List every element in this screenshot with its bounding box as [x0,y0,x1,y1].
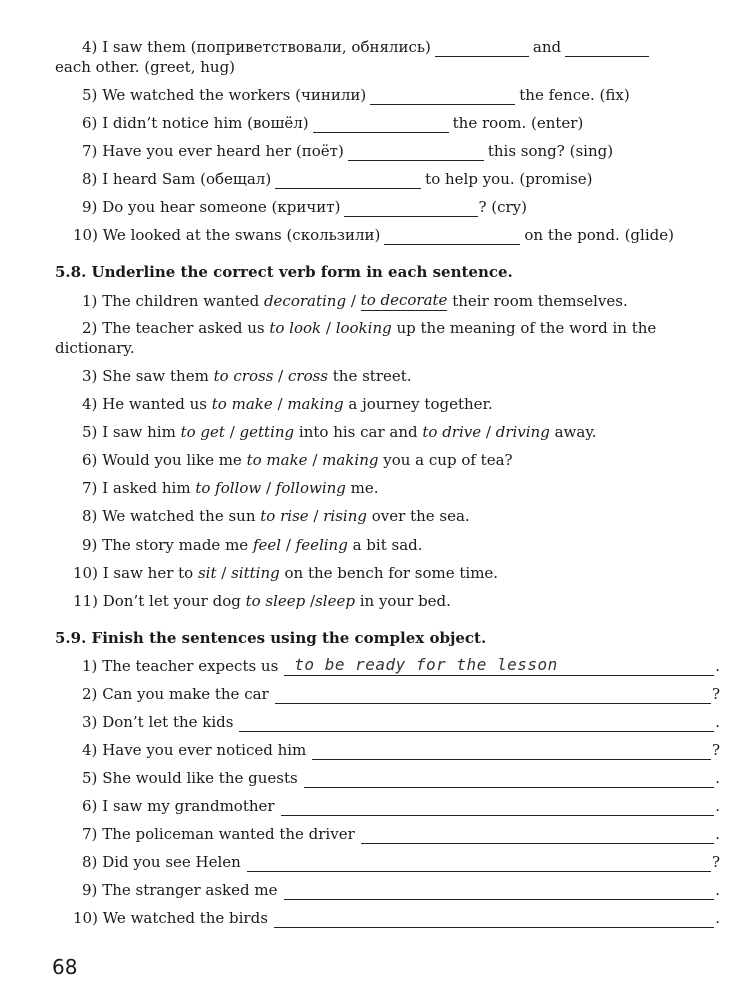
exercise-item-5: 5) We watched the workers (чинили) the fence. (fix) [82,86,630,104]
exercise-item-10: 10) I saw her to sit / sitting on the bench for some time. [73,564,499,582]
exercise-item-5: 5) I saw him to get / getting into his car and to drive / driving away. [82,423,597,441]
answer-line[interactable] [284,883,715,900]
answer-blank[interactable] [275,174,421,189]
exercise-item-3: 3) Don’t let the kids . [82,713,720,731]
verb-option[interactable]: feel [252,536,282,554]
answer-line[interactable] [304,771,715,788]
exercise-item-4: 4) Have you ever noticed him ? [82,741,720,759]
answer-blank[interactable] [344,202,478,217]
exercise-item-3: 3) She saw them to cross / cross the street. [82,367,412,385]
verb-option[interactable]: to drive [422,423,482,441]
handwritten-answer: to be ready for the lesson [294,655,558,674]
exercise-item-11: 11) Don’t let your dog to sleep / sleep in your bed. [73,592,451,610]
exercise-item-2: 2) Can you make the car ? [82,685,720,703]
exercise-item-8: 8) Did you see Helen ? [82,853,720,871]
exercise-item-6: 6) I saw my grandmother . [82,797,720,815]
answer-blank[interactable] [313,118,449,133]
verb-option[interactable]: rising [323,507,367,525]
verb-option[interactable]: to make [211,395,273,413]
exercise-item-4: 4) I saw them (поприветствовали, обнялись) and [82,37,653,57]
exercise-item-7: 7) The policeman wanted the driver . [82,825,720,843]
exercise-item-8: 8) We watched the sun to rise / rising over the sea. [82,507,470,525]
answer-blank[interactable] [435,42,529,57]
verb-option[interactable]: cross [288,367,328,385]
answer-line[interactable] [274,911,714,928]
verb-option[interactable]: sit [197,564,217,582]
exercise-item-5: 5) She would like the guests . [82,769,720,787]
verb-option[interactable]: to rise [260,507,309,525]
answer-line[interactable] [281,799,715,816]
answer-line[interactable] [247,855,711,872]
exercise-item-6: 6) I didn’t notice him (вошёл) the room. (enter) [82,114,584,132]
answer-line[interactable] [312,743,711,760]
verb-option[interactable]: making [287,395,344,413]
verb-option-underlined[interactable]: to decorate [360,291,448,309]
verb-option[interactable]: to sleep [245,592,306,610]
section-heading-5-9: 5.9. Finish the sentences using the complex object. [55,629,487,647]
verb-option[interactable]: sleep [315,592,355,610]
answer-blank[interactable] [348,146,484,161]
answer-line[interactable] [239,715,714,732]
verb-option[interactable]: to cross [213,367,274,385]
exercise-item-10: 10) We watched the birds . [73,909,720,927]
answer-line[interactable] [275,687,711,704]
verb-option[interactable]: to look [269,319,322,337]
verb-option[interactable]: to follow [195,479,262,497]
verb-option[interactable]: following [275,479,346,497]
section-heading-5-8: 5.8. Underline the correct verb form in each sentence. [55,263,513,281]
verb-option[interactable]: feeling [295,536,348,554]
verb-option[interactable]: decorating [263,292,347,310]
verb-option[interactable]: sitting [231,564,280,582]
exercise-item-1: 1) The children wanted decorating / to decorate their room themselves. [82,291,628,310]
exercise-item-9: 9) The stranger asked me . [82,881,720,899]
verb-option[interactable]: making [322,451,379,469]
verb-option[interactable]: to make [246,451,308,469]
verb-option[interactable]: getting [239,423,295,441]
answer-blank[interactable] [370,90,515,105]
answer-line[interactable] [361,827,714,844]
exercise-item-7: 7) Have you ever heard her (поёт) this song? (sing) [82,142,614,160]
answer-line[interactable] [284,655,714,676]
verb-option[interactable]: driving [495,423,550,441]
exercise-item-10: 10) We looked at the swans (скользили) on the pond. (glide) [73,226,674,244]
verb-option[interactable]: to get [180,423,225,441]
exercise-item-8: 8) I heard Sam (обещал) to help you. (promise) [82,170,593,188]
verb-option[interactable]: looking [335,319,392,337]
answer-blank[interactable] [565,42,649,57]
exercise-item-2-continuation: dictionary. [55,339,135,357]
exercise-item-6: 6) Would you like me to make / making you a cup of tea? [82,451,513,469]
exercise-item-9: 9) Do you hear someone (кричит) ? (cry) [82,198,527,216]
page-number: 68 [52,955,78,979]
exercise-item-7: 7) I asked him to follow / following me. [82,479,379,497]
exercise-item-2: 2) The teacher asked us to look / looking up the meaning of the word in the [82,319,657,337]
exercise-item-4: 4) He wanted us to make / making a journey together. [82,395,493,413]
exercise-item-4-continuation: each other. (greet, hug) [55,58,236,76]
exercise-item-9: 9) The story made me feel / feeling a bit sad. [82,536,423,554]
answer-blank[interactable] [384,230,520,245]
exercise-item-1: 1) The teacher expects us to be ready for the lesson . [82,655,720,675]
